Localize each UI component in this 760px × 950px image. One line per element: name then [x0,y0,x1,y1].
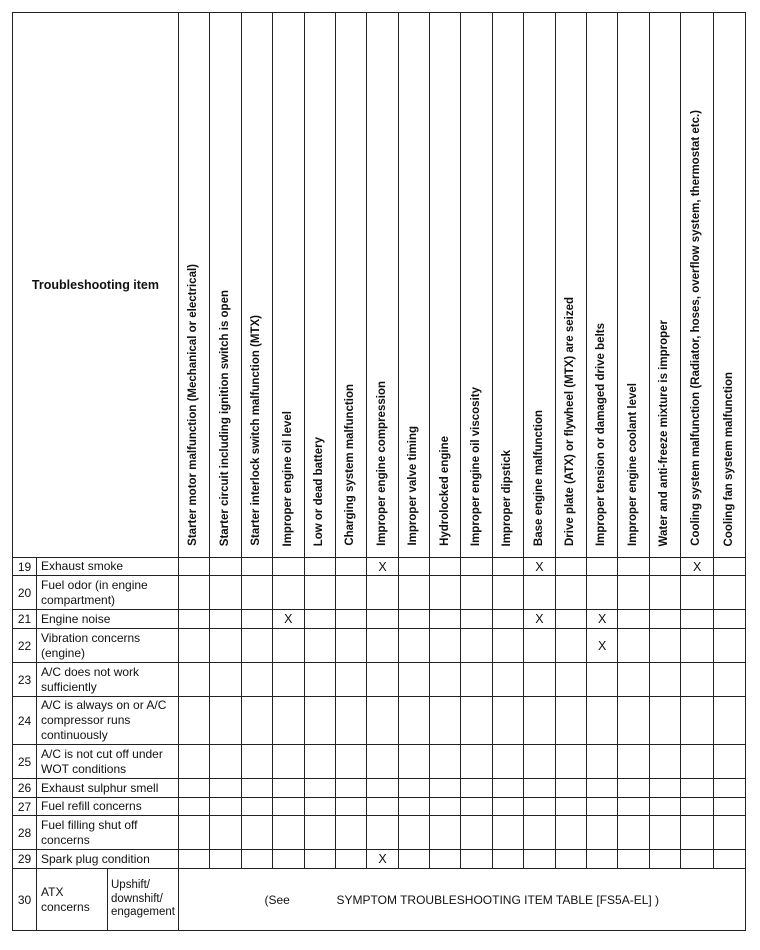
row-item: A/C is not cut off under WOT conditions [37,745,179,779]
column-header [461,13,492,558]
empty-cell [492,558,523,576]
empty-cell [398,663,429,697]
empty-cell [273,798,304,816]
empty-cell [714,816,745,850]
column-header-label: Cooling fan system malfunction [722,371,735,546]
x-mark: X [598,612,607,626]
empty-cell [398,610,429,629]
empty-cell [461,745,492,779]
empty-cell [587,745,618,779]
empty-cell [398,745,429,779]
empty-cell [492,798,523,816]
row-item: Engine noise [37,610,179,629]
empty-cell [178,610,209,629]
empty-cell [273,745,304,779]
empty-cell [430,697,461,745]
empty-cell [461,629,492,663]
empty-cell [681,816,714,850]
x-mark: X [535,612,544,626]
empty-cell [335,558,366,576]
column-header-label: Improper engine oil level [281,410,294,546]
empty-cell [461,576,492,610]
table-row [13,798,746,816]
column-header-label: Improper dipstick [501,449,514,546]
empty-cell [461,697,492,745]
empty-cell [587,576,618,610]
column-header-label: Low or dead battery [312,436,325,546]
table-row [13,850,746,869]
troubleshooting-item-header: Troubleshooting item [13,13,179,558]
empty-cell [461,610,492,629]
row-item: Vibration concerns (engine) [37,629,179,663]
empty-cell [649,610,680,629]
empty-cell [681,663,714,697]
empty-cell [714,745,745,779]
empty-cell [681,610,714,629]
empty-cell [714,558,745,576]
column-header-label: Starter interlock switch malfunction (MTX) [250,315,263,546]
column-header-label: Starter motor malfunction (Mechanical or electrical) [187,264,200,546]
mark-cell [273,610,304,629]
empty-cell [273,816,304,850]
row-number: 28 [13,816,37,850]
row-number: 24 [13,697,37,745]
table-row [13,779,746,798]
empty-cell [241,663,272,697]
table-row [13,869,746,931]
empty-cell [524,629,555,663]
empty-cell [430,558,461,576]
empty-cell [649,745,680,779]
empty-cell [241,629,272,663]
see-reference: SYMPTOM TROUBLESHOOTING ITEM TABLE [FS5A-EL] ) [336,892,660,907]
empty-cell [649,798,680,816]
column-header-label: Improper engine coolant level [626,383,639,546]
column-header [273,13,304,558]
empty-cell [335,816,366,850]
column-header [681,13,714,558]
x-mark: X [378,559,387,574]
empty-cell [178,663,209,697]
empty-cell [398,576,429,610]
empty-cell [555,629,586,663]
row-item: Spark plug condition [37,850,179,869]
empty-cell [524,697,555,745]
empty-cell [492,576,523,610]
empty-cell [618,629,649,663]
empty-cell [524,850,555,869]
empty-cell [273,663,304,697]
empty-cell [210,850,241,869]
empty-cell [178,798,209,816]
column-header-label: Charging system malfunction [344,384,357,546]
empty-cell [714,610,745,629]
empty-cell [430,779,461,798]
empty-cell [273,576,304,610]
empty-cell [367,663,398,697]
column-header [210,13,241,558]
empty-cell [430,576,461,610]
mark-cell [524,558,555,576]
column-header-label: Base engine malfunction [532,409,545,546]
empty-cell [367,576,398,610]
empty-cell [367,629,398,663]
empty-cell [304,663,335,697]
empty-cell [304,629,335,663]
empty-cell [398,629,429,663]
empty-cell [398,850,429,869]
column-header [430,13,461,558]
empty-cell [681,697,714,745]
row-item: Fuel filling shut off concerns [37,816,179,850]
row-item: Fuel odor (in engine compartment) [37,576,179,610]
empty-cell [714,663,745,697]
column-header [714,13,745,558]
empty-cell [241,576,272,610]
empty-cell [367,798,398,816]
row-number: 26 [13,779,37,798]
empty-cell [241,610,272,629]
empty-cell [555,798,586,816]
empty-cell [398,558,429,576]
empty-cell [587,850,618,869]
row-number: 23 [13,663,37,697]
empty-cell [714,779,745,798]
empty-cell [241,798,272,816]
mark-cell [367,558,398,576]
x-mark: X [284,612,293,626]
empty-cell [714,850,745,869]
empty-cell [681,798,714,816]
empty-cell [335,610,366,629]
row-number: 22 [13,629,37,663]
empty-cell [714,629,745,663]
empty-cell [178,779,209,798]
table-row [13,663,746,697]
empty-cell [492,697,523,745]
empty-cell [430,816,461,850]
empty-cell [587,798,618,816]
empty-cell [241,745,272,779]
empty-cell [555,745,586,779]
empty-cell [587,779,618,798]
empty-cell [587,663,618,697]
empty-cell [430,798,461,816]
empty-cell [555,663,586,697]
empty-cell [335,779,366,798]
column-header [492,13,523,558]
empty-cell [649,779,680,798]
column-header-label: Improper engine compression [375,381,388,546]
column-header [304,13,335,558]
empty-cell [461,816,492,850]
empty-cell [524,663,555,697]
empty-cell [367,610,398,629]
empty-cell [210,779,241,798]
empty-cell [273,850,304,869]
empty-cell [178,558,209,576]
empty-cell [210,798,241,816]
empty-cell [649,850,680,869]
empty-cell [398,816,429,850]
empty-cell [304,558,335,576]
empty-cell [335,663,366,697]
empty-cell [273,629,304,663]
empty-cell [714,697,745,745]
see-reference-cell [178,869,745,931]
empty-cell [681,745,714,779]
empty-cell [618,779,649,798]
empty-cell [335,629,366,663]
empty-cell [492,610,523,629]
column-header [555,13,586,558]
empty-cell [618,798,649,816]
empty-cell [461,779,492,798]
empty-cell [335,697,366,745]
column-header-label: Drive plate (ATX) or flywheel (MTX) are seized [564,296,577,546]
empty-cell [304,850,335,869]
empty-cell [618,816,649,850]
empty-cell [210,576,241,610]
row-item: Upshift/ downshift/ engagement [108,869,179,931]
row-number: 29 [13,850,37,869]
x-mark: X [378,852,387,866]
empty-cell [524,779,555,798]
empty-cell [461,798,492,816]
table-row [13,697,746,745]
empty-cell [367,816,398,850]
column-header-label: Cooling system malfunction (Radiator, hoses, overflow system, thermostat etc.) [690,110,703,546]
empty-cell [555,576,586,610]
row-item: A/C does not work sufficiently [37,663,179,697]
empty-cell [241,779,272,798]
empty-cell [649,576,680,610]
empty-cell [492,816,523,850]
mark-cell [367,850,398,869]
troubleshooting-table [12,12,746,931]
empty-cell [273,779,304,798]
x-mark: X [598,638,607,653]
empty-cell [649,558,680,576]
empty-cell [618,745,649,779]
empty-cell [587,697,618,745]
row-number: 25 [13,745,37,779]
row-item: Fuel refill concerns [37,798,179,816]
mark-cell [524,610,555,629]
column-header-label: Starter circuit including ignition switch is open [218,289,231,546]
table-row [13,558,746,576]
empty-cell [304,798,335,816]
column-header [587,13,618,558]
empty-cell [649,816,680,850]
column-header [178,13,209,558]
empty-cell [210,663,241,697]
empty-cell [492,629,523,663]
empty-cell [178,697,209,745]
empty-cell [304,697,335,745]
empty-cell [241,558,272,576]
empty-cell [524,798,555,816]
empty-cell [714,576,745,610]
empty-cell [555,816,586,850]
row-number: 21 [13,610,37,629]
empty-cell [618,558,649,576]
column-header [241,13,272,558]
empty-cell [210,697,241,745]
empty-cell [461,558,492,576]
x-mark: X [693,559,702,574]
empty-cell [524,745,555,779]
table-row [13,745,746,779]
empty-cell [681,779,714,798]
empty-cell [430,850,461,869]
empty-cell [461,850,492,869]
empty-cell [587,816,618,850]
empty-cell [618,850,649,869]
empty-cell [618,697,649,745]
empty-cell [555,779,586,798]
empty-cell [241,850,272,869]
column-header [367,13,398,558]
empty-cell [210,610,241,629]
troubleshooting-table-sheet [12,12,746,931]
empty-cell [304,779,335,798]
empty-cell [178,629,209,663]
column-header [398,13,429,558]
empty-cell [492,745,523,779]
row-number: 19 [13,558,37,576]
empty-cell [241,697,272,745]
column-header-label: Hydrolocked engine [438,436,451,546]
row-item: Exhaust sulphur smell [37,779,179,798]
empty-cell [681,576,714,610]
row-item: Exhaust smoke [37,558,179,576]
empty-cell [492,779,523,798]
empty-cell [492,850,523,869]
empty-cell [430,663,461,697]
empty-cell [649,663,680,697]
empty-cell [681,850,714,869]
empty-cell [430,629,461,663]
empty-cell [178,816,209,850]
empty-cell [210,745,241,779]
empty-cell [461,663,492,697]
empty-cell [492,663,523,697]
empty-cell [367,779,398,798]
empty-cell [335,576,366,610]
empty-cell [681,629,714,663]
empty-cell [618,576,649,610]
empty-cell [210,816,241,850]
empty-cell [241,816,272,850]
table-row [13,816,746,850]
mark-cell [587,610,618,629]
mark-cell [587,629,618,663]
column-header [618,13,649,558]
empty-cell [178,850,209,869]
column-header [524,13,555,558]
row-number: 20 [13,576,37,610]
empty-cell [335,798,366,816]
empty-cell [714,798,745,816]
see-prefix: (See [264,892,290,907]
empty-cell [178,576,209,610]
mark-cell [681,558,714,576]
empty-cell [430,745,461,779]
column-header-label: Improper engine oil viscosity [469,386,482,546]
empty-cell [618,663,649,697]
empty-cell [524,576,555,610]
row-group-label: ATX concerns [37,869,108,931]
empty-cell [304,816,335,850]
row-item: A/C is always on or A/C compressor runs continuously [37,697,179,745]
table-row [13,610,746,629]
empty-cell [335,850,366,869]
table-row [13,629,746,663]
spacer [290,893,337,907]
column-header-label: Improper valve timing [407,426,420,546]
table-row [13,576,746,610]
empty-cell [555,850,586,869]
row-number: 27 [13,798,37,816]
empty-cell [649,697,680,745]
empty-cell [304,745,335,779]
column-header-label: Improper tension or damaged drive belts [595,322,608,546]
column-header [335,13,366,558]
empty-cell [555,697,586,745]
column-header-label: Water and anti-freeze mixture is improper [658,319,671,546]
empty-cell [273,558,304,576]
empty-cell [210,558,241,576]
empty-cell [555,610,586,629]
empty-cell [304,610,335,629]
empty-cell [210,629,241,663]
empty-cell [649,629,680,663]
empty-cell [273,697,304,745]
empty-cell [398,697,429,745]
column-header [649,13,680,558]
empty-cell [178,745,209,779]
empty-cell [587,558,618,576]
empty-cell [555,558,586,576]
empty-cell [304,576,335,610]
row-number: 30 [13,869,37,931]
empty-cell [367,697,398,745]
empty-cell [430,610,461,629]
header-row [13,13,746,558]
empty-cell [335,745,366,779]
x-mark: X [535,559,544,574]
empty-cell [524,816,555,850]
empty-cell [618,610,649,629]
empty-cell [398,798,429,816]
empty-cell [398,779,429,798]
empty-cell [367,745,398,779]
